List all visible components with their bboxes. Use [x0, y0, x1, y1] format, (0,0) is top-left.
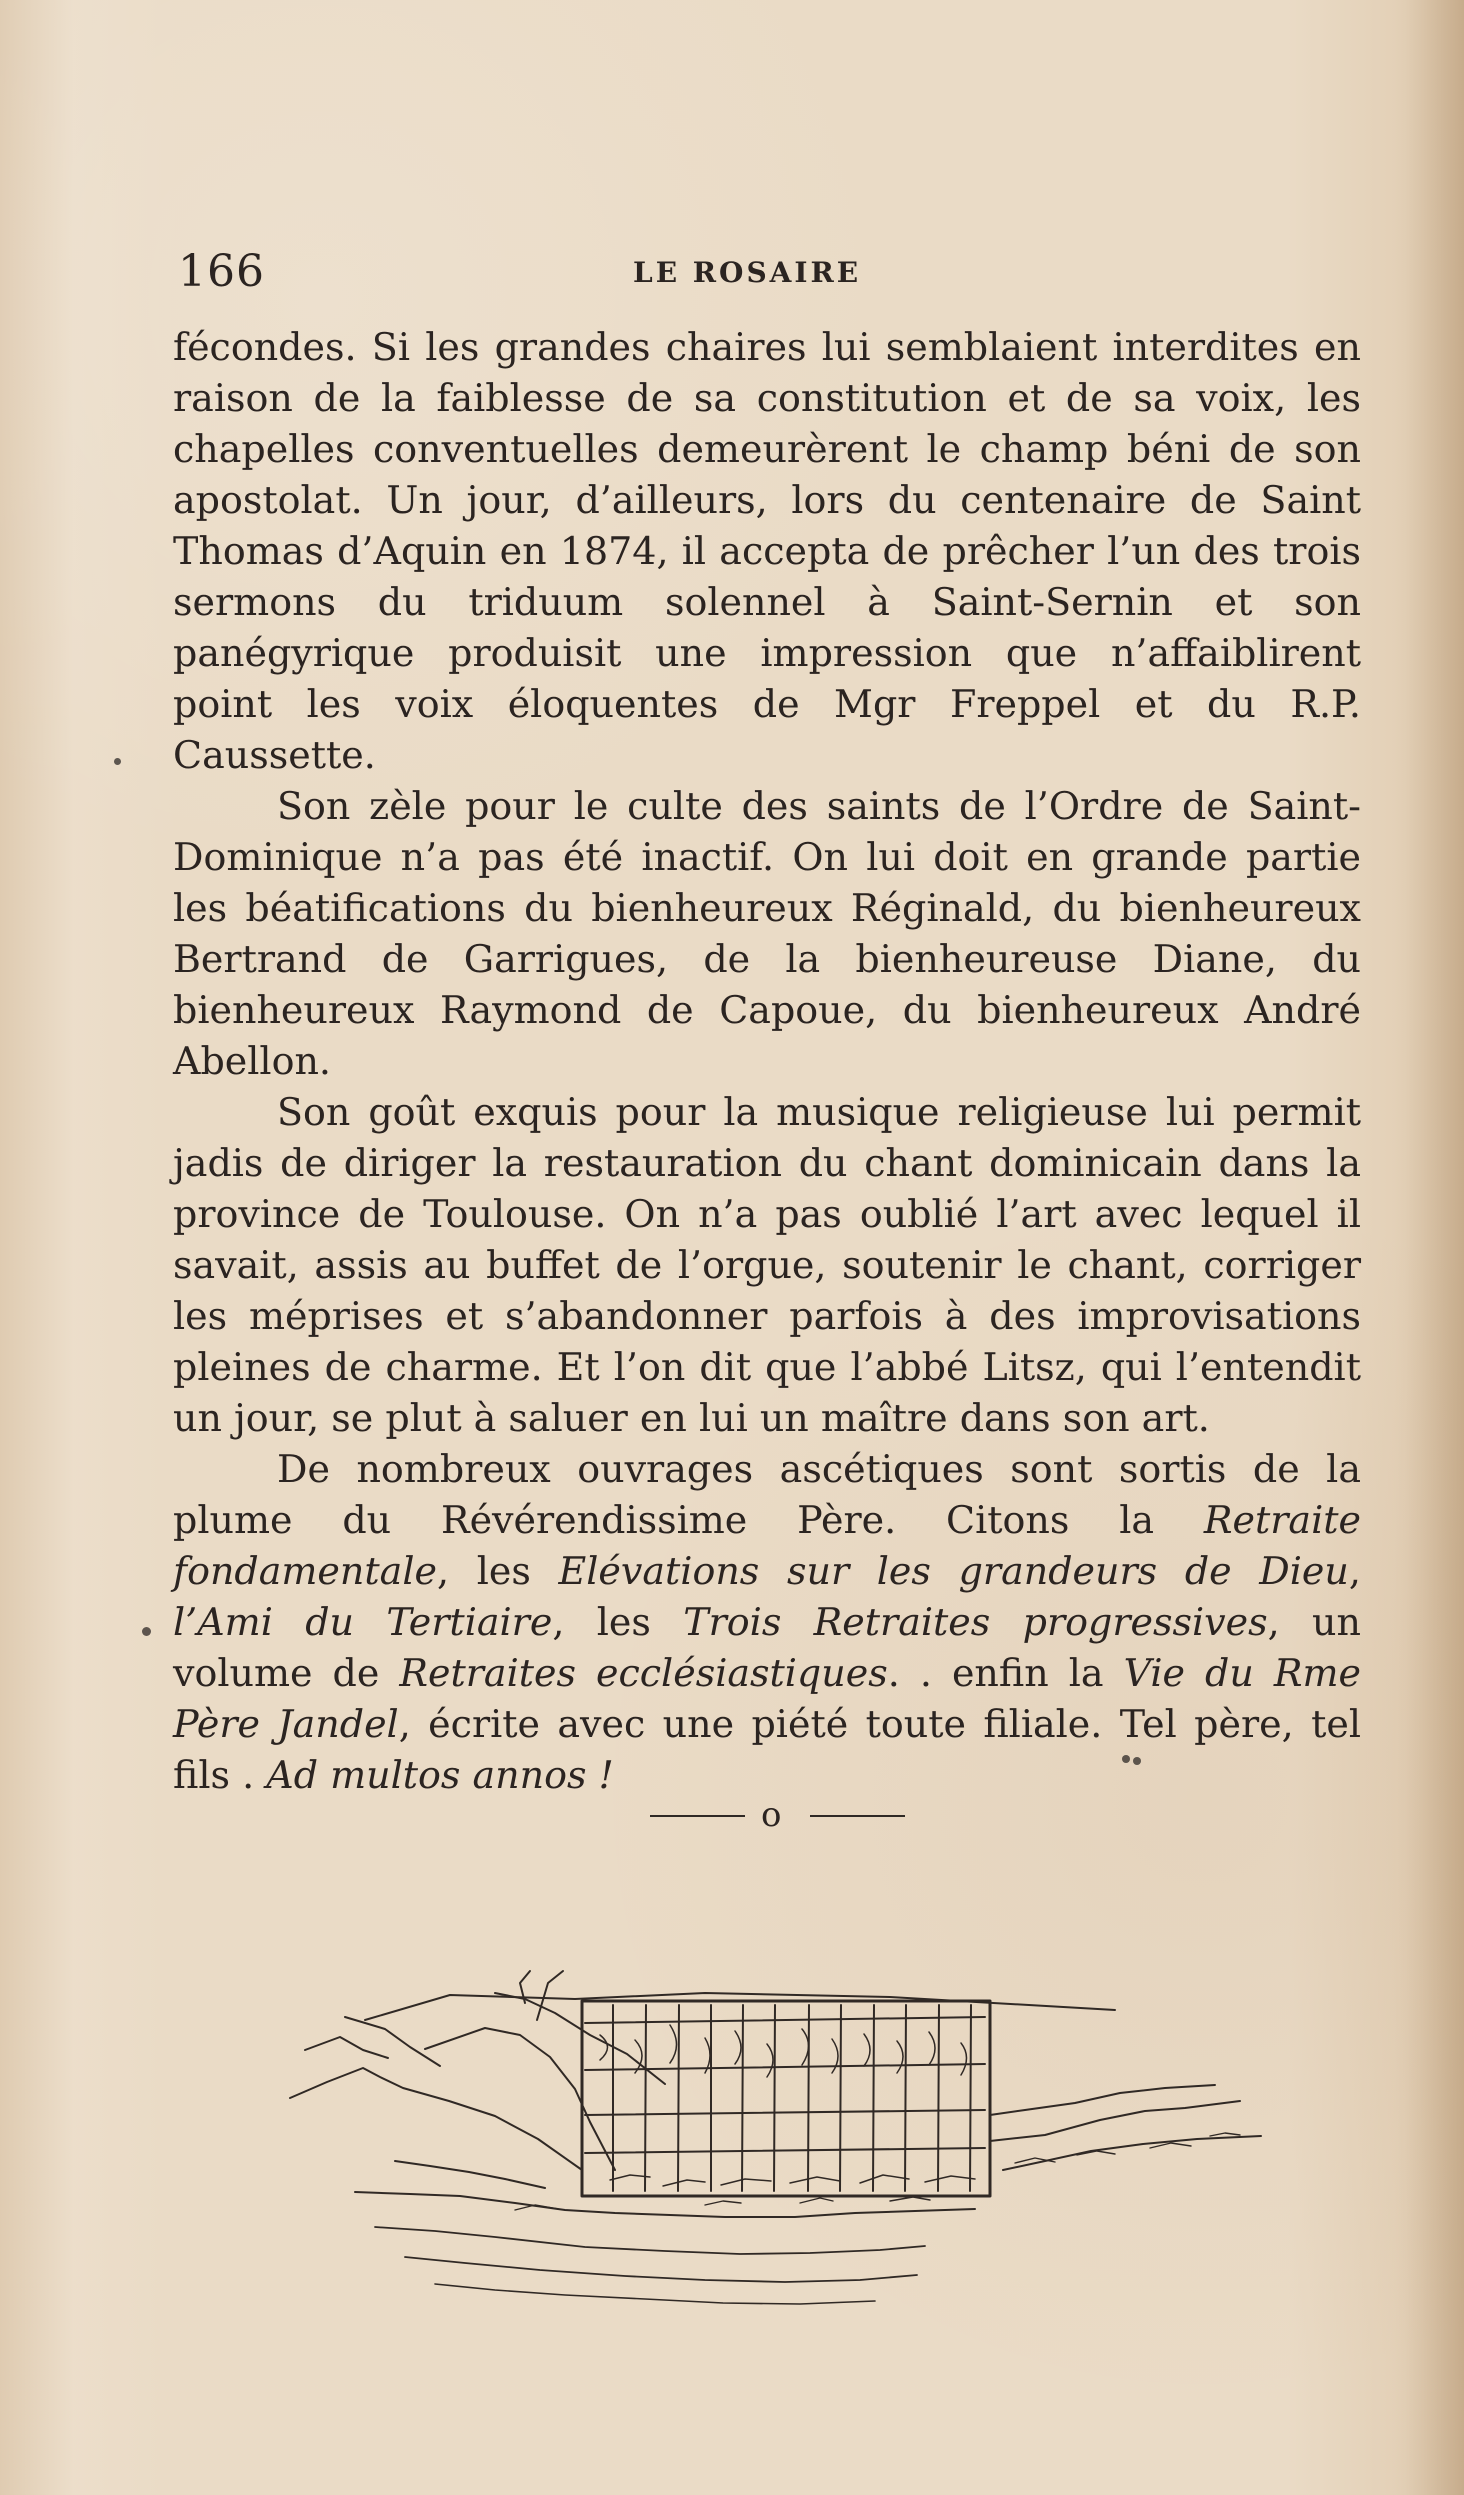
separator-symbol: o [761, 1795, 782, 1835]
paragraph-4-text-1: De nombreux ouvrages ascétiques sont sortis de la plume du Révérendissime Père. Citons la [173, 1447, 1361, 1542]
page-number: 166 [178, 246, 265, 297]
book-title-retraites-ecclesiastiques: Retraites ecclésiastiques [399, 1651, 888, 1695]
book-title-ami-du-tertiaire: l’Ami du Tertiaire [173, 1600, 553, 1644]
paper-edge-shading [1394, 0, 1464, 2495]
page-header [178, 246, 1358, 300]
ink-spot-lower-left [142, 1627, 151, 1636]
ink-spot-left [114, 758, 121, 765]
ink-spot-right-1 [1122, 1755, 1130, 1763]
main-text [173, 322, 1361, 1801]
book-title-vie-du-rme-pere-jandel: Vie du Rme Père Jandel [173, 1651, 1361, 1746]
paragraph-3: Son goût exquis pour la musique religieuse lui permit jadis de diriger la restauration du chant dominicain dans la province de Toulouse. On n’a pas oublié l’art avec lequel il savait, assis au buffet de l’orgue, soutenir le chant, corriger les méprises et s’abandonner parfois à des improvisations pleines de charme. Et l’on dit que l’abbé Litsz, qui l’entendit un jour, se plut à saluer en lui un maître dans son art. [173, 1090, 1361, 1440]
paragraph-4-text-7: , écrite avec une piété toute filiale. Tel père, tel fils . [173, 1702, 1361, 1797]
closing-phrase: Ad multos annos ! [266, 1753, 614, 1797]
paragraph-4 [173, 1444, 1361, 1801]
paragraph-4-text-6: . . enfin la [887, 1651, 1124, 1695]
ink-spot-right-2 [1133, 1757, 1141, 1765]
book-title-trois-retraites: Trois Retraites progressives [683, 1600, 1268, 1644]
paragraph-2: Son zèle pour le culte des saints de l’Ordre de Saint-Dominique n’a pas été inactif. On lui doit en grande partie les béatifications du bienheureux Réginald, du bienheureux Bertrand de Garrigues, de la bienheureuse Diane, du bienheureux Raymond de Capoue, du bienheureux André Abellon. [173, 784, 1361, 1083]
paragraph-4-text-4: , les [552, 1600, 684, 1644]
paragraph-4-text-3: , [1348, 1549, 1361, 1593]
running-title: LE ROSAIRE [633, 256, 862, 289]
separator-left-line [650, 1815, 745, 1817]
paragraph-1: fécondes. Si les grandes chaires lui semblaient interdites en raison de la faiblesse de sa constitution et de sa voix, les chapelles conventuelles demeurèrent le champ béni de son apostolat. Un jour, d’ailleurs, lors du centenaire de Saint Thomas d’Aquin en 1874, il accepta de prêcher l’un des trois sermons du triduum solennel à Saint-Sernin et son panégyrique produisit une impression que n’affaiblirent point les voix éloquentes de Mgr Freppel et du R.P. Caussette. [173, 325, 1361, 777]
section-separator [650, 1795, 905, 1835]
paragraph-4-text-2: , les [436, 1549, 559, 1593]
book-title-retraite-fondamentale: Retraite fondamentale [173, 1498, 1361, 1593]
landscape-illustration [285, 1965, 1275, 2325]
separator-right-line [810, 1815, 905, 1817]
paragraph-4-text-5: , un volume de [173, 1600, 1361, 1695]
landscape-illustration-svg [285, 1965, 1275, 2325]
book-title-elevations: Elévations sur les grandeurs de Dieu [558, 1549, 1349, 1593]
